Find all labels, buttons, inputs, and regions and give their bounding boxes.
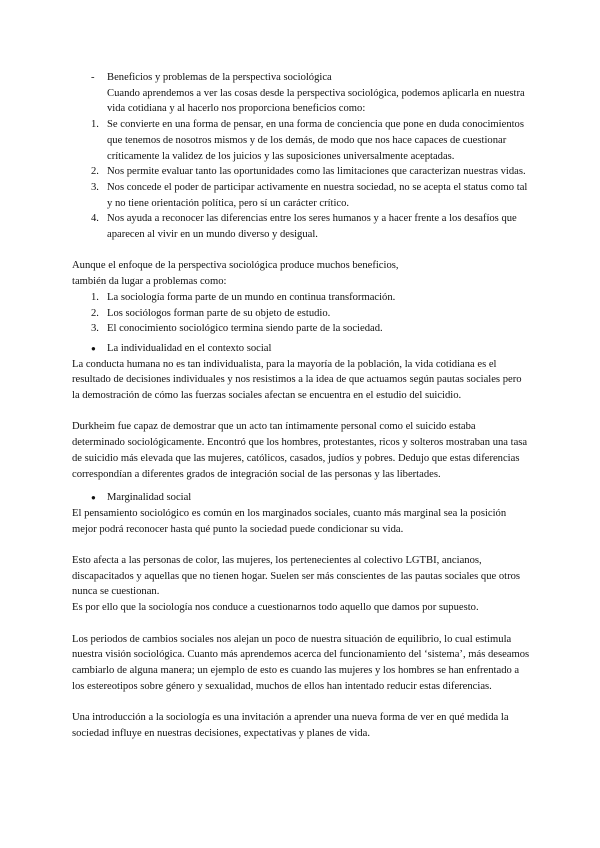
list-number: 1. xyxy=(91,119,99,131)
problems-intro: Aunque el enfoque de la perspectiva sociológica produce muchos beneficios, también da lugar a problemas como: xyxy=(72,260,399,288)
paragraph-individualidad-1: La conducta humana no es tan individualista, para la mayoría de la población, la vida cotidiana es el resultado de decisiones individuales y nos resistimos a la idea de que actuamos según pautas sociales pero la demostración de cómo las fuerzas sociales afectan se encuentra en el estudio del suicidio. xyxy=(72,358,522,402)
list-number: 2. xyxy=(91,307,99,319)
paragraph-marginalidad-4: Los periodos de cambios sociales nos alejan un poco de nuestra situación de equilibrio, lo cual estimula nuestra visión sociológica. Cuanto más aprendemos acerca del funcionamiento del ‘sistema’, más deseamos cambiarlo de alguna manera; un ejemplo de esto es cuando las mujeres y los hombres se han enfrentado a los estereotipos sobre género y sexualidad, muchos de ellos han intentado reducir estas diferencias. xyxy=(72,633,530,692)
problem-text: Los sociólogos forman parte de su objeto de estudio. xyxy=(107,307,331,319)
intro-beneficios: Cuando aprendemos a ver las cosas desde la perspectiva sociológica, podemos aplicarla en nuestra vida cotidiana y al hacerlo nos proporciona beneficios como: xyxy=(107,87,525,115)
problem-item xyxy=(72,306,530,322)
problem-item xyxy=(72,290,530,306)
benefit-text: Nos permite evaluar tanto las oportunidades como las limitaciones que caracterizan nuestras vidas. xyxy=(107,166,526,178)
section-heading-individualidad xyxy=(72,341,530,357)
dash-marker: - xyxy=(91,72,95,83)
list-number: 3. xyxy=(91,323,99,335)
benefit-item xyxy=(72,180,530,211)
heading-marginalidad-text: Marginalidad social xyxy=(107,492,192,504)
heading-individualidad-text: La individualidad en el contexto social xyxy=(107,342,272,354)
benefits-list xyxy=(72,117,530,243)
benefit-text: Se convierte en una forma de pensar, en una forma de conciencia que pone en duda conocimientos que tenemos de nosotros mismos y de los demás, de modo que nos hace capaces de cuestionar críticamente la validez de los juicios y las suposiciones universalmente aceptadas. xyxy=(107,119,524,162)
problem-text: La sociología forma parte de un mundo en continua transformación. xyxy=(107,291,396,303)
paragraph-individualidad-2: Durkheim fue capaz de demostrar que un acto tan íntimamente personal como el suicido estaba determinado sociológicamente. Encontró que los hombres, protestantes, ricos y solteros mostraban una tasa de suicidio más elevada que las mujeres, católicos, casados, judíos y pobres. Dedujo que estas diferencias correspondían a diferentes grados de integración social de las personas y las libertades. xyxy=(72,421,528,480)
section-heading-marginalidad xyxy=(72,490,530,506)
heading-beneficios-text: Beneficios y problemas de la perspectiva sociológica xyxy=(107,72,332,83)
bullet-icon: ● xyxy=(91,343,96,353)
bullet-icon: ● xyxy=(91,493,96,503)
list-number: 2. xyxy=(91,166,99,178)
list-number: 3. xyxy=(91,181,99,193)
benefit-item xyxy=(72,211,530,242)
paragraph-marginalidad-3: Es por ello que la sociología nos conduce a cuestionarnos todo aquello que damos por supuesto. xyxy=(72,602,479,614)
list-number: 4. xyxy=(91,213,99,225)
paragraph-marginalidad-1: El pensamiento sociológico es común en los marginados sociales, cuanto más marginal sea la posición mejor podrá reconocer hasta qué punto la sociedad puede condicionar su vida. xyxy=(72,507,507,535)
benefit-text: Nos concede el poder de participar activamente en nuestra sociedad, no se acepta el status como tal y no tiene orientación política, pero sí un carácter crítico. xyxy=(107,181,528,209)
paragraph-marginalidad-2: Esto afecta a las personas de color, las mujeres, los pertenecientes al colectivo LGTBI, ancianos, discapacitados y aquellas que no tienen hogar. Suelen ser más conscientes de las pautas sociales que otros nunca se cuestionan. xyxy=(72,555,521,598)
benefit-text: Nos ayuda a reconocer las diferencias entre los seres humanos y a hacer frente a los desafíos que aparecen al vivir en un mundo diverso y desigual. xyxy=(107,213,517,241)
benefit-item xyxy=(72,117,530,164)
benefit-item xyxy=(72,164,530,180)
paragraph-marginalidad-5: Una introducción a la sociología es una invitación a aprender una nueva forma de ver en qué medida la sociedad influye en nuestras decisiones, expectativas y planes de vida. xyxy=(72,712,509,739)
problem-item xyxy=(72,321,530,337)
section-heading-beneficios xyxy=(72,70,530,117)
problem-text: El conocimiento sociológico termina siendo parte de la sociedad. xyxy=(107,323,383,335)
list-number: 1. xyxy=(91,291,99,303)
problems-list xyxy=(72,290,530,337)
